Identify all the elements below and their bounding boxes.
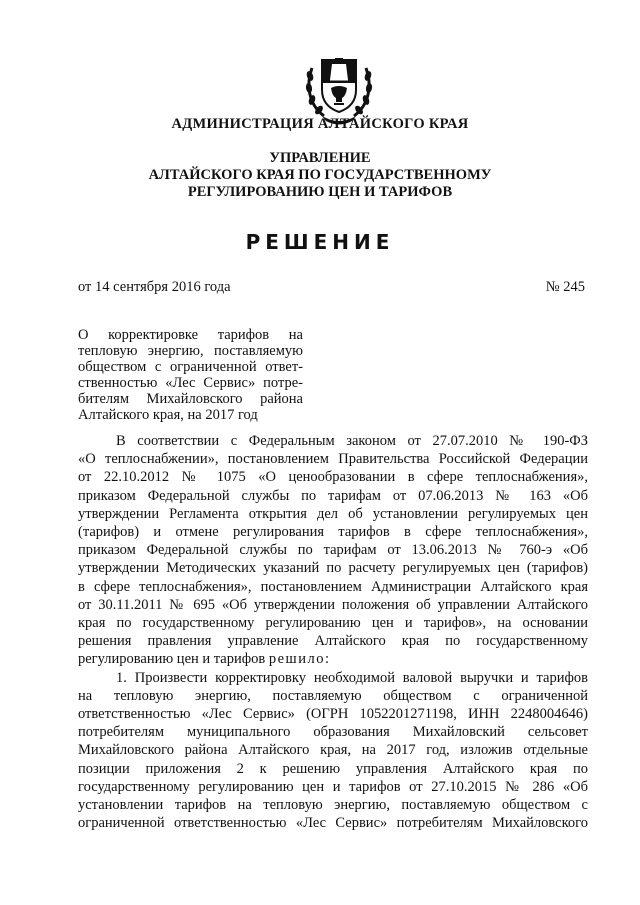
body-line: 1. Произвести корректировку необходимой валовой выручки и тарифов bbox=[116, 669, 588, 686]
body-line: позиции приложения 2 к решению управления Алтайского края по bbox=[78, 760, 588, 777]
department-title bbox=[0, 150, 640, 201]
altai-krai-coat-of-arms-icon bbox=[302, 50, 376, 126]
department-line: АЛТАЙСКОГО КРАЯ ПО ГОСУДАРСТВЕННОМУ bbox=[148, 167, 492, 183]
body-line: решения правления управление Алтайского края по государственному bbox=[78, 633, 588, 650]
subject-line: Алтайского края, на 2017 год bbox=[78, 407, 258, 423]
department-line: УПРАВЛЕНИЕ bbox=[269, 150, 371, 166]
decision-body bbox=[78, 432, 588, 832]
body-line: (тарифов) и отмене регулирования тарифов в сфере теплоснабжения», bbox=[78, 524, 588, 541]
body-line: «О теплоснабжении», постановлением Правительства Российской Федерации bbox=[78, 451, 588, 468]
resolved-word: решило bbox=[268, 651, 325, 668]
body-line: приказом Федеральной службы по тарифам от 07.06.2013 № 163 «Об bbox=[78, 487, 588, 504]
body-line bbox=[78, 650, 588, 668]
body-line: от 30.11.2011 № 695 «Об утверждении положения об управлении Алтайского bbox=[78, 596, 588, 613]
subject-line: ственностью «Лес Сервис» потре- bbox=[78, 375, 303, 391]
body-line: приказом Федеральной службы по тарифам от 13.06.2013 № 760-э «Об bbox=[78, 542, 588, 559]
subject-line: бителям Михайловского района bbox=[78, 391, 303, 407]
decision-subject bbox=[78, 327, 303, 423]
body-line: утверждении Методических указаний по расчету регулируемых цен (тарифов) bbox=[78, 560, 588, 577]
body-line: ограниченной ответственностью «Лес Сервис» потребителям Михайловского bbox=[78, 815, 588, 832]
body-line-text: : bbox=[324, 651, 329, 668]
body-line: В соответствии с Федеральным законом от 27.07.2010 № 190-ФЗ bbox=[116, 433, 588, 449]
body-line: установлении тарифов на тепловую энергию, поставляемую обществом с bbox=[78, 797, 588, 814]
body-line: ответственностью «Лес Сервис» (ОГРН 1052201271198, ИНН 2248004646) bbox=[78, 706, 588, 723]
body-line: государственному регулированию цен и тарифов от 27.10.2015 № 286 «Об bbox=[78, 778, 588, 795]
body-line: края по государственному регулированию цен и тарифов», на основании bbox=[78, 615, 588, 632]
department-line: РЕГУЛИРОВАНИЮ ЦЕН И ТАРИФОВ bbox=[187, 184, 453, 200]
decision-date: от 14 сентября 2016 года bbox=[78, 279, 231, 295]
body-line: потребителям муниципального образования Михайловский сельсовет bbox=[78, 724, 588, 741]
subject-line: обществом с ограниченной ответ- bbox=[78, 359, 303, 375]
body-line: от 22.10.2012 № 1075 «О ценообразовании в сфере теплоснабжения», bbox=[78, 469, 588, 486]
body-line: в сфере теплоснабжения», постановлением Администрации Алтайского края bbox=[78, 578, 588, 595]
subject-line: тепловую энергию, поставляемую bbox=[78, 343, 303, 359]
body-line: утверждении Регламента открытия дел об установлении регулируемых цен bbox=[78, 505, 588, 522]
decision-number: № 245 bbox=[545, 279, 585, 295]
administration-title: АДМИНИСТРАЦИЯ АЛТАЙСКОГО КРАЯ bbox=[171, 116, 469, 132]
subject-line: О корректировке тарифов на bbox=[78, 327, 303, 343]
body-line: Михайловского района Алтайского края, на 2017 год, изложив отдельные bbox=[78, 742, 588, 759]
body-line: на тепловую энергию, поставляемую обществом с ограниченной bbox=[78, 687, 588, 704]
body-line-text: регулированию цен и тарифов bbox=[78, 651, 269, 668]
document-type-title: РЕШЕНИЕ bbox=[245, 230, 395, 254]
